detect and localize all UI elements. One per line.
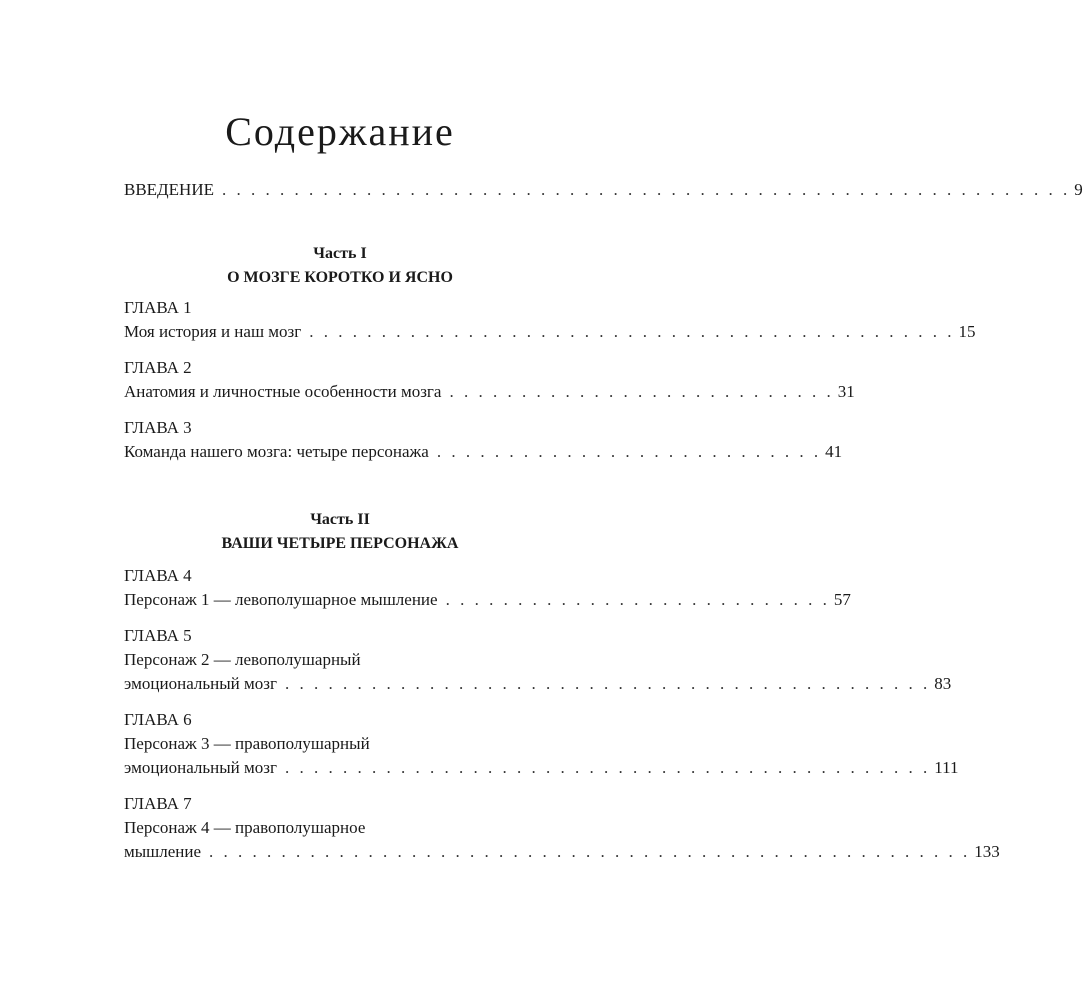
chapter-heading: ГЛАВА 3 [124, 418, 192, 437]
toc-entry[interactable] [124, 442, 843, 462]
toc-entry[interactable] [124, 674, 952, 694]
toc-page-number: 9 [1074, 180, 1083, 199]
leader-dots: . . . . . . . . . . . . . . . . . . . . . . . . . . . . . . . . . . . . . . . . . . . . . [284, 758, 931, 777]
toc-entry-title-line: Персонаж 4 — правополушарное [124, 818, 366, 837]
toc-entry-title: Персонаж 1 — левополушарное мышление [124, 590, 438, 609]
page-title: Содержание [225, 109, 455, 154]
chapter-heading: ГЛАВА 7 [124, 794, 192, 813]
leader-dots: . . . . . . . . . . . . . . . . . . . . . . . . . . . [449, 382, 834, 401]
toc-entry[interactable] [124, 322, 976, 342]
chapter-heading: ГЛАВА 1 [124, 298, 192, 317]
leader-dots: . . . . . . . . . . . . . . . . . . . . . . . . . . . . . . . . . . . . . . . . . . . . . [284, 674, 931, 693]
part-label: Часть I [313, 245, 367, 262]
toc-entry-title: Команда нашего мозга: четыре персонажа [124, 442, 429, 461]
leader-dots: . . . . . . . . . . . . . . . . . . . . . . . . . . . [436, 442, 822, 461]
toc-entry[interactable] [124, 382, 855, 402]
toc-entry-label: ВВЕДЕНИЕ [124, 180, 214, 199]
toc-entry-title: мышление [124, 842, 202, 861]
part-title: ВАШИ ЧЕТЫРЕ ПЕРСОНАЖА [221, 535, 459, 552]
leader-dots: . . . . . . . . . . . . . . . . . . . . . . . . . . . . . . . . . . . . . . . . . . . . . . . . . . . . . . . . . . . [221, 180, 1071, 199]
toc-page-number: 15 [958, 322, 976, 341]
leader-dots: . . . . . . . . . . . . . . . . . . . . . . . . . . . . . . . . . . . . . . . . . . . . . . . . . . . . . [209, 842, 971, 861]
toc-page-number: 31 [837, 382, 855, 401]
chapter-heading: ГЛАВА 4 [124, 566, 192, 585]
toc-entry-title: эмоциональный мозг [124, 758, 277, 777]
toc-entry-title-line: Персонаж 2 — левополушарный [124, 650, 361, 669]
chapter-heading: ГЛАВА 2 [124, 358, 192, 377]
toc-page-number: 57 [833, 590, 851, 609]
toc-page-number: 83 [934, 674, 952, 693]
toc-entry-title-line: Персонаж 3 — правополушарный [124, 734, 370, 753]
toc-entry[interactable] [124, 590, 851, 610]
toc-entry-title: Анатомия и личностные особенности мозга [124, 382, 442, 401]
toc-entry-title: Моя история и наш мозг [124, 322, 302, 341]
toc-page-number: 111 [934, 758, 959, 777]
toc-page-number: 41 [825, 442, 843, 461]
toc-entry-title: эмоциональный мозг [124, 674, 277, 693]
toc-entry[interactable] [124, 758, 959, 778]
chapter-heading: ГЛАВА 6 [124, 710, 192, 729]
part-label: Часть II [310, 511, 370, 528]
part-title: О МОЗГЕ КОРОТКО И ЯСНО [227, 269, 453, 286]
toc-page-number: 133 [974, 842, 1000, 861]
toc-entry[interactable] [124, 842, 1000, 862]
chapter-heading: ГЛАВА 5 [124, 626, 192, 645]
leader-dots: . . . . . . . . . . . . . . . . . . . . . . . . . . . [445, 590, 830, 609]
leader-dots: . . . . . . . . . . . . . . . . . . . . . . . . . . . . . . . . . . . . . . . . . . . . . [309, 322, 955, 341]
toc-entry-intro[interactable] [124, 180, 1083, 200]
